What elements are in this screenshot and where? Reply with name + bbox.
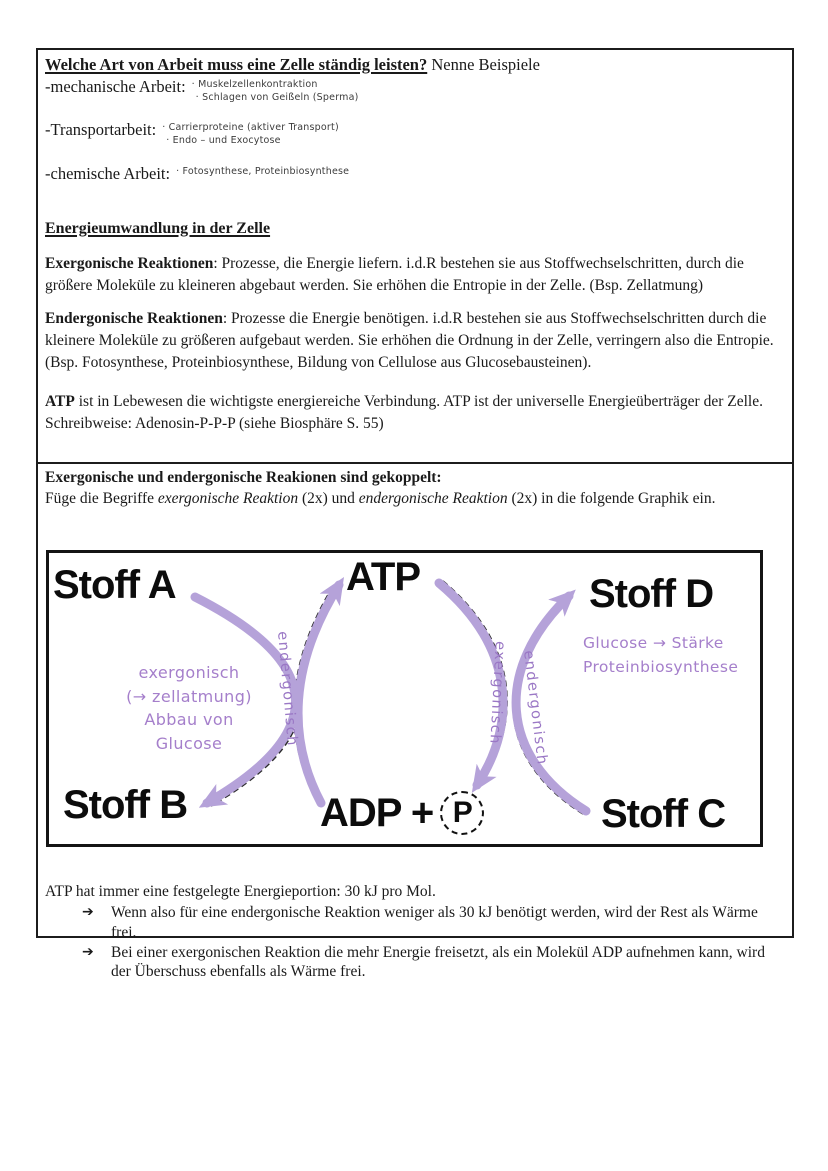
coupled-reactions-section	[36, 462, 794, 982]
paragraph-endergonic-body: : Prozesse die Energie benötigen. i.d.R bestehen sie aus Stoffwechselschritten durch die kleinere Moleküle zu größeren aufgebaut werden. Sie erhöhen die Ordnung in der Zelle, verringern also die Entropie. (Bsp. Fotosynthese, Proteinbiosynthese, Bildung von Cellulose aus Glucosebausteinen).	[45, 310, 774, 371]
instruction-line	[45, 488, 785, 509]
handwritten-line: Proteinbiosynthese	[583, 658, 739, 676]
handwritten-annotation-right	[583, 631, 738, 679]
bullet-item	[82, 943, 785, 982]
paragraph-endergonic-lead: Endergonische Reaktionen	[45, 310, 223, 327]
question-suffix: Nenne Beispiele	[427, 55, 540, 74]
section-heading-energieumwandlung: Energieumwandlung in der Zelle	[45, 220, 271, 237]
paragraph-exergonic	[45, 253, 785, 297]
arrow-bullet-icon: ➔	[82, 904, 94, 920]
paragraph-atp-body: ist in Lebewesen die wichtigste energiereiche Verbindung. ATP ist der universelle Energieüberträger der Zelle. Schreibweise: Adenosin-P-P-P (siehe Biosphäre S. 55)	[45, 393, 763, 432]
arrow-label-endergonisch-left: endergonisch	[273, 630, 301, 748]
handwritten-line: Glucose → Stärke	[583, 634, 724, 652]
question-heading: Welche Art von Arbeit muss eine Zelle ständig leisten?	[45, 55, 428, 74]
footer-bullets	[45, 903, 785, 982]
handwritten-line: Glucose	[155, 733, 223, 753]
atp-energy-intro: ATP hat immer eine festgelegte Energieportion: 30 kJ pro Mol.	[45, 883, 436, 900]
node-stoff-a: Stoff A	[53, 563, 176, 607]
handwritten-note: · Fotosynthese, Proteinbiosynthese	[176, 166, 350, 177]
node-stoff-b: Stoff B	[63, 783, 188, 827]
handwritten-note: · Endo – und Exocytose	[166, 135, 281, 146]
phosphate-circle: P	[440, 791, 484, 835]
work-label-transport: -Transportarbeit:	[45, 120, 157, 139]
handwritten-notes-chemical	[176, 164, 349, 178]
node-stoff-c: Stoff C	[601, 792, 726, 836]
node-adp-plus-p	[320, 791, 484, 835]
adp-label: ADP +	[320, 791, 434, 835]
coupled-reactions-heading: Exergonische und endergonische Reakionen sind gekoppelt:	[45, 469, 442, 486]
instruction-part: (2x) und	[298, 490, 359, 507]
question-line	[45, 54, 785, 75]
node-atp: ATP	[346, 555, 421, 599]
instruction-term-exergonic: exergonische Reaktion	[157, 490, 299, 507]
handwritten-note: · Muskelzellenkontraktion	[191, 79, 318, 90]
arrow-bullet-icon: ➔	[82, 943, 94, 960]
worksheet-border-box	[36, 48, 794, 980]
handwritten-line: exergonisch	[138, 663, 240, 682]
paragraph-exergonic-body: : Prozesse, die Energie liefern. i.d.R bestehen sie aus Stoffwechselschritten, durch die größere Moleküle zu kleineren abgebaut werden. Sie erhöhen die Entropie in der Zelle. (Bsp. Zellatmung)	[45, 255, 744, 294]
atp-cycle-diagram	[46, 550, 763, 847]
paragraph-exergonic-lead: Exergonische Reaktionen	[45, 255, 214, 272]
handwritten-note: · Carrierproteine (aktiver Transport)	[162, 122, 339, 133]
arrow-adp-to-atp	[298, 585, 339, 803]
work-type-chemical	[45, 164, 785, 183]
instruction-part: Füge die Begriffe	[45, 490, 158, 507]
work-type-mechanical	[45, 77, 785, 104]
bullet-item	[82, 903, 785, 942]
instruction-term-endergonic: endergonische Reaktion	[358, 490, 508, 507]
work-type-transport	[45, 120, 785, 147]
handwritten-note: · Schlagen von Geißeln (Sperma)	[195, 92, 359, 103]
work-label-mechanical: -mechanische Arbeit:	[45, 77, 186, 96]
bullet-text: Wenn also für eine endergonische Reaktion weniger als 30 kJ benötigt werden, wird der Rest als Wärme frei.	[111, 904, 758, 941]
paragraph-endergonic	[45, 308, 785, 374]
arrow-label-endergonisch-right: endergonisch	[519, 649, 551, 767]
handwritten-notes-transport	[162, 120, 339, 147]
handwritten-notes-mechanical	[192, 77, 359, 104]
bullet-text: Bei einer exergonischen Reaktion die mehr Energie freisetzt, als ein Molekül ADP aufnehmen kann, wird der Überschuss ebenfalls als Wärme frei.	[111, 943, 765, 980]
node-stoff-d: Stoff D	[589, 572, 714, 616]
work-label-chemical: -chemische Arbeit:	[45, 164, 171, 183]
handwritten-annotation-left	[109, 661, 269, 755]
handwritten-line: Abbau von	[144, 710, 234, 729]
handwritten-line: (→ zellatmung)	[126, 686, 252, 706]
arrow-label-exergonisch-right: exergonisch	[486, 640, 508, 746]
instruction-part: (2x) in die folgende Graphik ein.	[507, 490, 716, 507]
paragraph-atp-lead: ATP	[45, 393, 75, 410]
paragraph-atp	[45, 391, 785, 435]
